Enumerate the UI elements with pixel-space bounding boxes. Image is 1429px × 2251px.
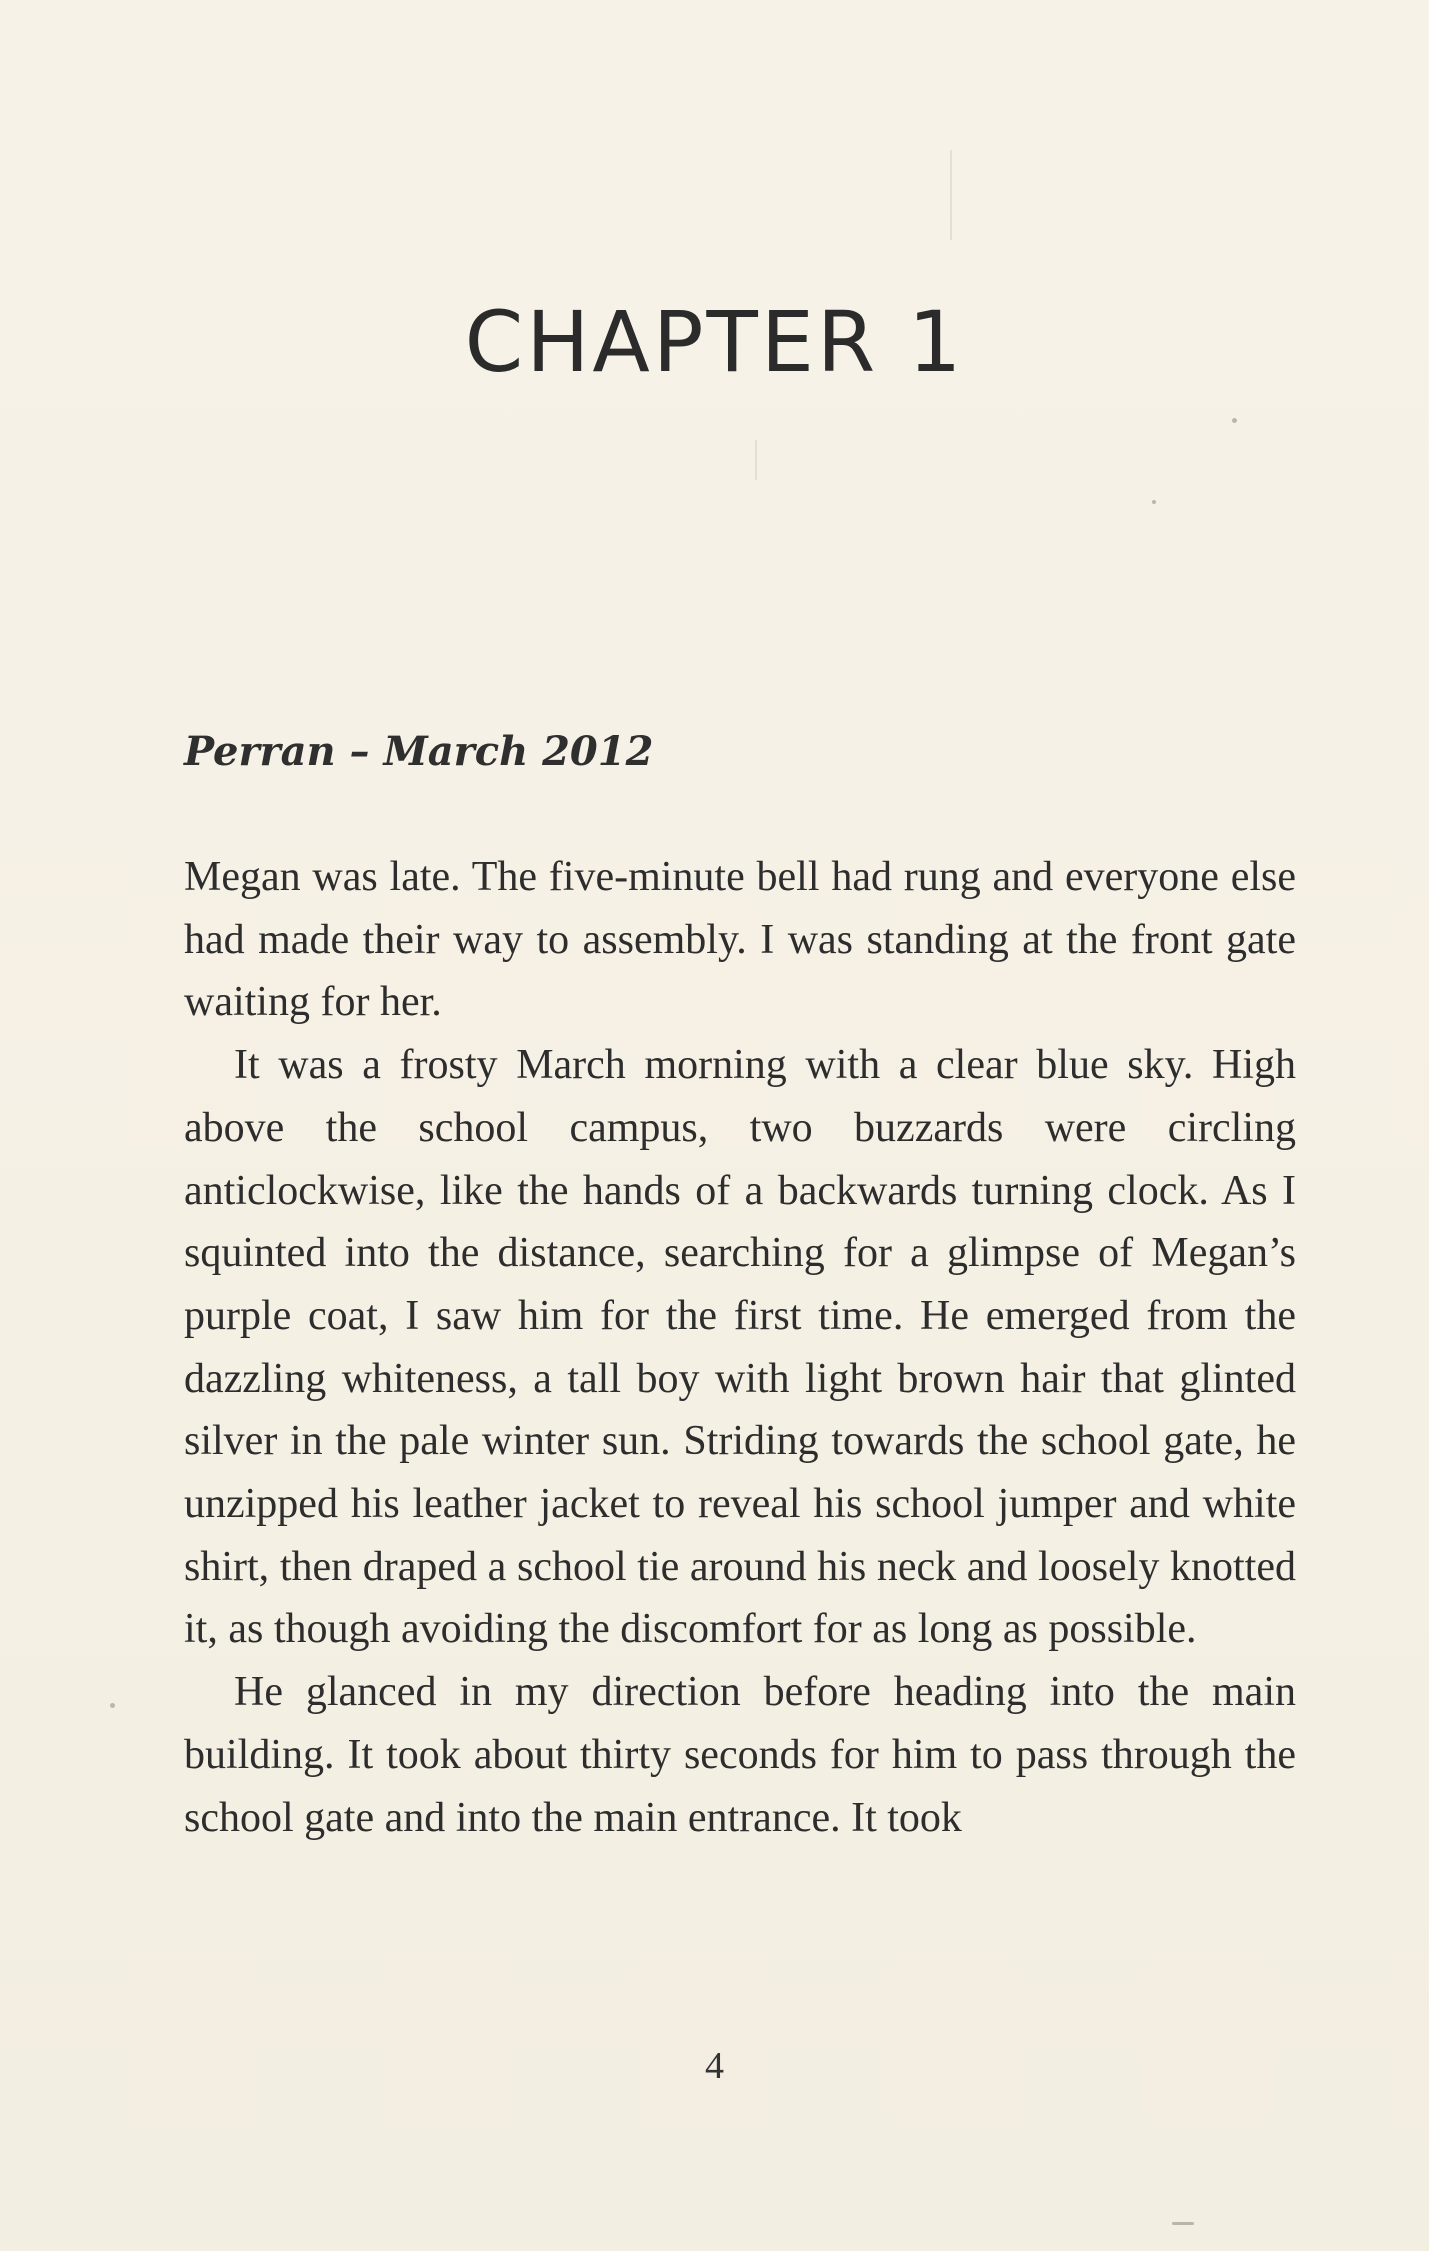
paragraph: He glanced in my direction before heading into the main building. It took about thirty seconds for him to pass through the school gate and into the main entrance. It took [184, 1669, 1296, 1841]
paragraph: Megan was late. The five-minute bell had rung and everyone else had made their way to assembly. I was standing at the front gate waiting for her. [184, 854, 1296, 1026]
paper-speck [1172, 2222, 1194, 2225]
paper-speck [1152, 500, 1156, 504]
page-number: 4 [705, 2045, 724, 2087]
section-heading: Perran – March 2012 [184, 728, 654, 775]
paper-speck [1232, 418, 1237, 423]
scan-artifact [950, 150, 952, 240]
scan-artifact [755, 440, 757, 480]
paper-speck [110, 1703, 115, 1708]
chapter-title: CHAPTER 1 [464, 293, 965, 391]
body-text [184, 846, 1296, 1849]
paragraph: It was a frosty March morning with a clear blue sky. High above the school campus, two buzzards were circling anticlockwise, like the hands of a backwards turning clock. As I squinted into the distance, searching for a glimpse of Megan’s purple coat, I saw him for the first time. He emerged from the dazzling whiteness, a tall boy with light brown hair that glinted silver in the pale winter sun. Striding towards the school gate, he unzipped his leather jacket to reveal his school jumper and white shirt, then draped a school tie around his neck and loosely knotted it, as though avoiding the discomfort for as long as possible. [184, 1042, 1296, 1653]
